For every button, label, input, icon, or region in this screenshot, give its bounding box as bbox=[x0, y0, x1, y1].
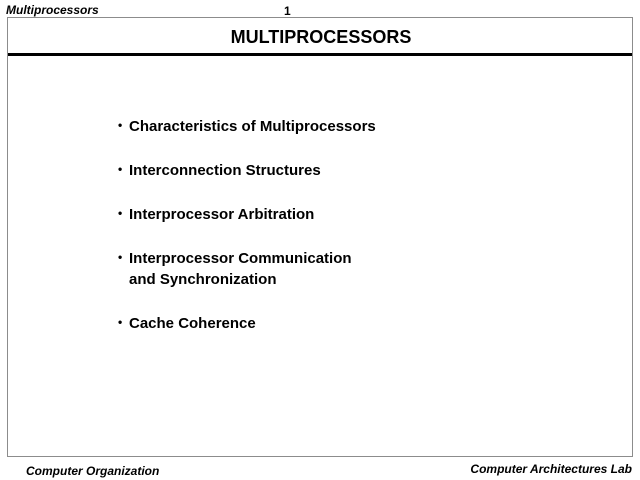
footer-lab-label: Computer Architectures Lab bbox=[470, 462, 632, 476]
bullet-item bbox=[118, 115, 376, 137]
bullet-text: Interconnection Structures bbox=[129, 162, 321, 179]
bullet-text: Characteristics of Multiprocessors bbox=[129, 118, 376, 135]
bullet-marker-icon: • bbox=[118, 315, 123, 329]
bullet-marker-icon: • bbox=[118, 118, 123, 132]
bullet-text: Interprocessor Arbitration bbox=[129, 206, 315, 223]
bullet-item bbox=[118, 312, 376, 334]
bullet-text-continuation: and Synchronization bbox=[129, 271, 277, 288]
bullet-marker-icon: • bbox=[118, 162, 123, 176]
page-number: 1 bbox=[284, 4, 291, 18]
title-underline bbox=[8, 53, 632, 56]
bullet-item bbox=[118, 203, 376, 225]
bullet-text: Cache Coherence bbox=[129, 315, 256, 332]
bullet-text: Interprocessor Communication bbox=[129, 250, 352, 267]
bullet-item bbox=[118, 247, 376, 290]
header-section-label: Multiprocessors bbox=[6, 3, 99, 17]
bullet-marker-icon: • bbox=[118, 250, 123, 264]
bullet-list bbox=[118, 115, 376, 356]
bullet-item bbox=[118, 159, 376, 181]
bullet-marker-icon: • bbox=[118, 206, 123, 220]
slide-frame bbox=[7, 17, 633, 457]
footer-course-label: Computer Organization bbox=[26, 464, 160, 478]
slide-title: MULTIPROCESSORS bbox=[230, 27, 412, 47]
